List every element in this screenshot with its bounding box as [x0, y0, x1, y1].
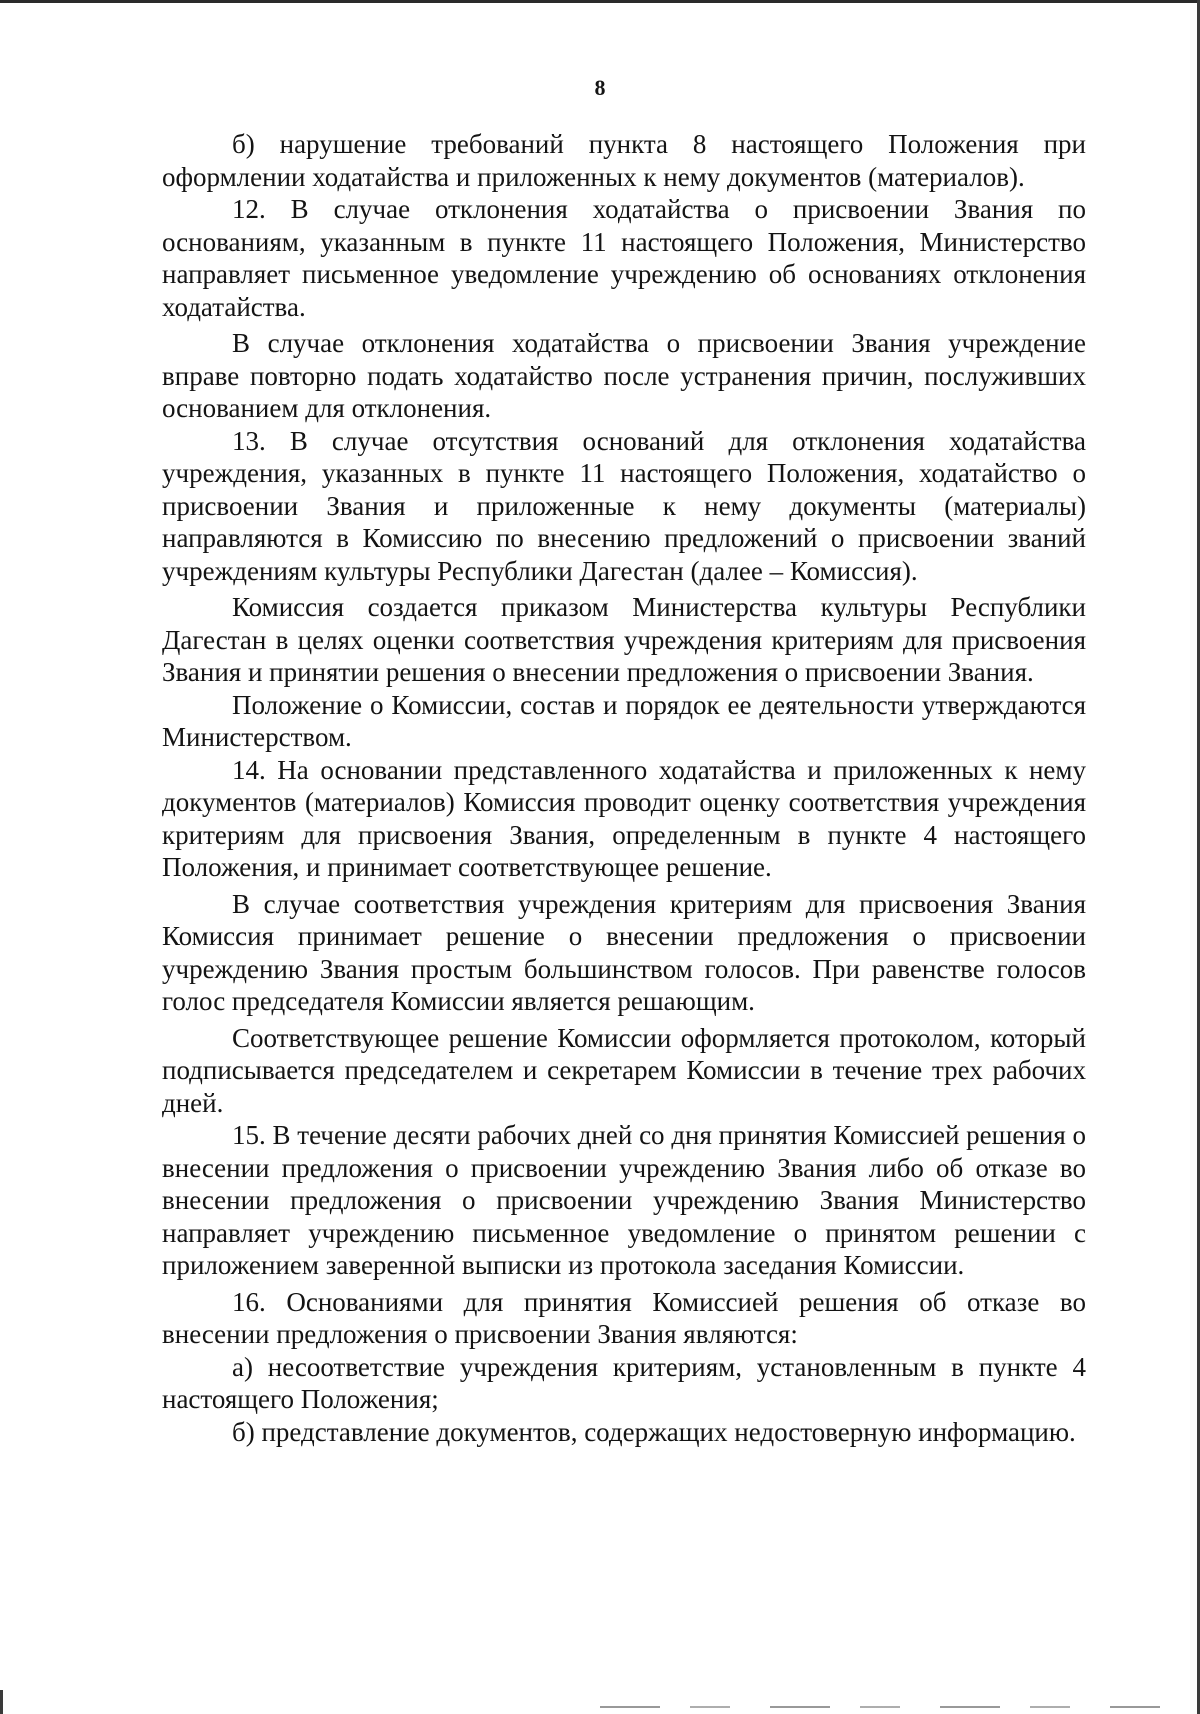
paragraph-14: 14. На основании представленного ходатайства и приложенных к нему документов (материалов) Комиссия проводит оценку соответствия учреждения критериям для присвоения Звания, определенным в пункте 4 настоящего Положения, и принимает соответствующее решение.	[162, 754, 1086, 882]
scan-border-left	[0, 1690, 3, 1714]
scan-border-bottom	[600, 1706, 1160, 1708]
paragraph-16: 16. Основаниями для принятия Комиссией решения об отказе во внесении предложения о присвоении Звания являются:	[162, 1286, 1086, 1349]
paragraph-14-decision: В случае соответствия учреждения критериям для присвоения Звания Комиссия принимает решение о внесении предложения о присвоении учреждению Звания простым большинством голосов. При равенстве голосов голос председателя Комиссии является решающим.	[162, 888, 1086, 1016]
paragraph-13-commission-regulation: Положение о Комиссии, состав и порядок ее деятельности утверждаются Министерством.	[162, 689, 1086, 752]
paragraph-16-item-a: а) несоответствие учреждения критериям, установленным в пункте 4 настоящего Положения;	[162, 1351, 1086, 1414]
paragraph-16-item-b: б) представление документов, содержащих недостоверную информацию.	[232, 1416, 1076, 1447]
paragraph-12: 12. В случае отклонения ходатайства о присвоении Звания по основаниям, указанным в пункте 11 настоящего Положения, Министерство направляет письменное уведомление учреждению об основаниях отклонения ходатайства.	[162, 194, 1086, 322]
paragraph-12-resubmission: В случае отклонения ходатайства о присвоении Звания учреждение вправе повторно подать ходатайство после устранения причин, послуживших основанием для отклонения.	[162, 328, 1086, 423]
paragraph-item-b-violation: б) нарушение требований пункта 8 настоящего Положения при оформлении ходатайства и приложенных к нему документов (материалов).	[162, 129, 1086, 192]
scan-border-top	[0, 0, 1200, 3]
paragraph-15: 15. В течение десяти рабочих дней со дня принятия Комиссией решения о внесении предложения о присвоении учреждению Звания либо об отказе во внесении предложения о присвоении учреждению Звания Министерство направляет учреждению письменное уведомление о принятом решении с приложением заверенной выписки из протокола заседания Комиссии.	[162, 1120, 1086, 1280]
paragraph-13-commission-created: Комиссия создается приказом Министерства культуры Республики Дагестан в целях оценки соответствия учреждения критериям для присвоения Звания и принятии решения о внесении предложения о присвоении Звания.	[162, 592, 1086, 687]
paragraph-14-protocol: Соответствующее решение Комиссии оформляется протоколом, который подписывается председателем и секретарем Комиссии в течение трех рабочих дней.	[162, 1022, 1086, 1118]
paragraph-13: 13. В случае отсутствия оснований для отклонения ходатайства учреждения, указанных в пункте 11 настоящего Положения, ходатайство о присвоении Звания и приложенные к нему документы (материалы) направляются в Комиссию по внесению предложений о присвоении званий учреждениям культуры Республики Дагестан (далее – Комиссия).	[162, 425, 1086, 586]
document-body	[162, 128, 1086, 1448]
page-number: 8	[594, 75, 606, 100]
